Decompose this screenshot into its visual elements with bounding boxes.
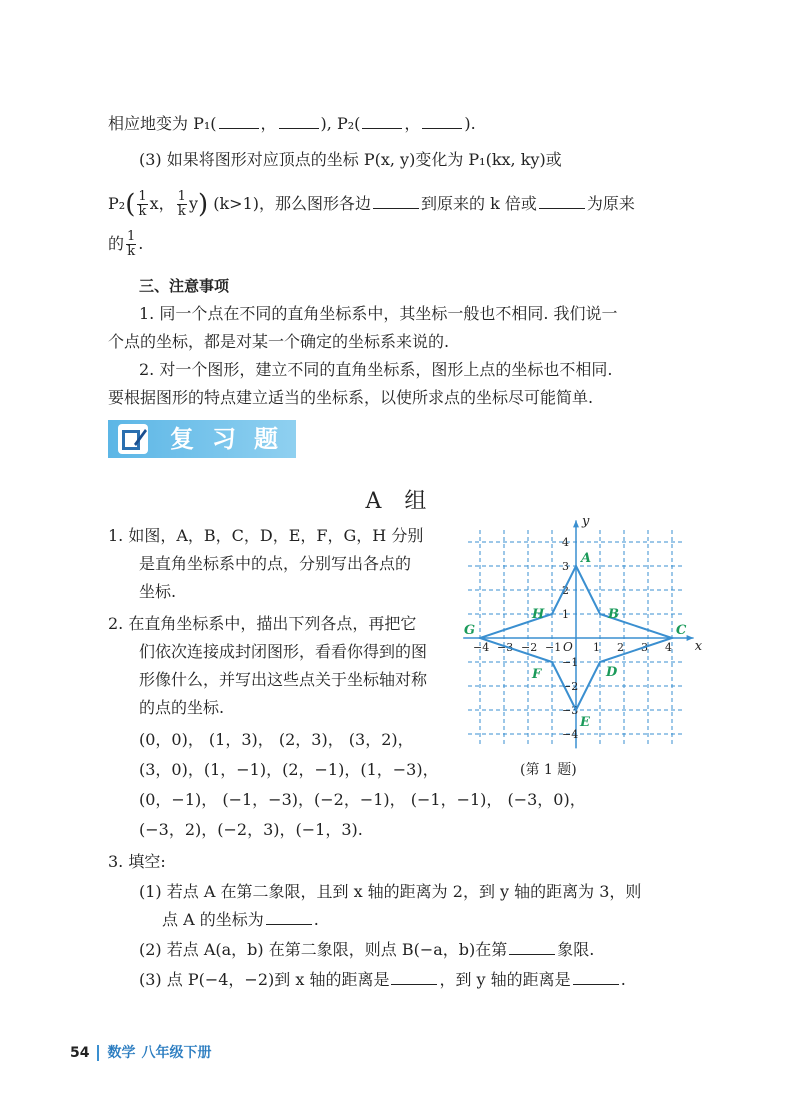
book-title: 数学 [107, 1045, 136, 1061]
coordinate-figure [464, 514, 708, 752]
text-line: (3) 如果将图形对应顶点的坐标 P(x, y)变化为 P₁(kx, ky)或 [139, 150, 562, 169]
problem-text: (3，0)，(1，−1)，(2，−1)，(1，−3)， [139, 760, 439, 779]
point-label-d: D [606, 665, 618, 680]
problem-text: (0，0)， (1，3)， (2，3)， (3，2)， [139, 730, 414, 749]
problem-text: 是直角坐标系中的点，分别写出各点的 [139, 554, 412, 573]
banner-title: 复习题 [170, 425, 296, 453]
problem-text: (2) 若点 A(a，b) 在第二象限，则点 B(−a，b)在第 象限. [139, 940, 595, 959]
x-tick-label: 2 [617, 641, 624, 654]
problem-text: (−3，2)，(−2，3)，(−1，3). [139, 820, 363, 839]
y-tick-label: −4 [562, 728, 579, 741]
y-tick-label: 4 [562, 536, 569, 549]
x-axis-arrow [687, 635, 694, 641]
text-line: P₂( $\frac{1}{k}$ x， $\frac{1}{k}$ y) (k>1)，那么图形各边 到原来的 k 倍或 为原来 [108, 189, 635, 220]
text-line: 的 $\frac{1}{k}$ . [108, 229, 144, 259]
x-tick-label: 3 [641, 641, 648, 654]
x-tick-label: −4 [473, 641, 490, 654]
y-axis-arrow [573, 520, 579, 527]
footer-divider [97, 1045, 99, 1061]
problem-text: (3) 点 P(−4，−2)到 x 轴的距离是 ，到 y 轴的距离是 . [139, 970, 626, 989]
book-grade: 八年级下册 [141, 1045, 212, 1061]
y-tick-label: 3 [562, 560, 569, 573]
problem-text: 点 A 的坐标为 . [162, 910, 319, 929]
group-title: A 组 [365, 489, 435, 514]
figure-caption: (第 1 题) [520, 762, 577, 778]
problem-text: 们依次连接成封闭图形，看看你得到的图 [139, 642, 428, 661]
problem-text: 1. 如图，A，B，C，D，E，F，G，H 分别 [108, 526, 424, 545]
point-label-a: A [581, 551, 592, 566]
y-tick-label: 2 [562, 584, 569, 597]
text-line: 相应地变为 P₁( ， ), P₂( ， ). [108, 114, 476, 133]
x-tick-label: 1 [593, 641, 600, 654]
text-line: 个点的坐标，都是对某一个确定的坐标系来说的. [108, 332, 450, 351]
y-tick-label: −2 [562, 680, 579, 693]
point-label-h: H [532, 607, 545, 622]
origin-label: O [563, 640, 573, 654]
text-line: 1. 同一个点在不同的直角坐标系中，其坐标一般也不相同. 我们说一 [139, 304, 618, 323]
page-footer [70, 1042, 211, 1062]
section-heading: 三、注意事项 [139, 277, 230, 295]
problem-text: 的点的坐标. [139, 698, 225, 717]
x-tick-label: −2 [521, 641, 538, 654]
x-tick-label: 4 [665, 641, 672, 654]
y-axis-label: y [582, 514, 590, 530]
point-label-b: B [608, 607, 619, 622]
problem-text: (1) 若点 A 在第二象限，且到 x 轴的距离为 2，到 y 轴的距离为 3，则 [139, 882, 642, 901]
y-tick-label: −1 [562, 656, 579, 669]
x-tick-label: −1 [545, 641, 562, 654]
y-tick-label: 1 [562, 608, 569, 621]
problem-text: 2. 在直角坐标系中，描出下列各点，再把它 [108, 614, 417, 633]
text-line: 要根据图形的特点建立适当的坐标系，以使所求点的坐标尽可能简单. [108, 388, 594, 407]
notebook-icon [118, 424, 148, 454]
x-tick-label: −3 [497, 641, 514, 654]
page-number: 54 [70, 1045, 90, 1061]
x-axis-label: x [694, 639, 703, 654]
problem-text: 坐标. [139, 582, 177, 601]
point-label-e: E [580, 715, 590, 730]
problem-text: 形像什么，并写出这些点关于坐标轴对称 [139, 670, 428, 689]
point-label-f: F [532, 667, 542, 682]
y-tick-label: −3 [562, 704, 579, 717]
text-line: 2. 对一个图形，建立不同的直角坐标系，图形上点的坐标也不相同. [139, 360, 613, 379]
problem-text: 3. 填空: [108, 852, 166, 871]
review-banner [108, 420, 296, 458]
point-label-g: G [464, 623, 476, 638]
point-label-c: C [676, 623, 687, 638]
problem-text: (0，−1)， (−1，−3)，(−2，−1)， (−1，−1)， (−3，0)， [139, 790, 586, 809]
